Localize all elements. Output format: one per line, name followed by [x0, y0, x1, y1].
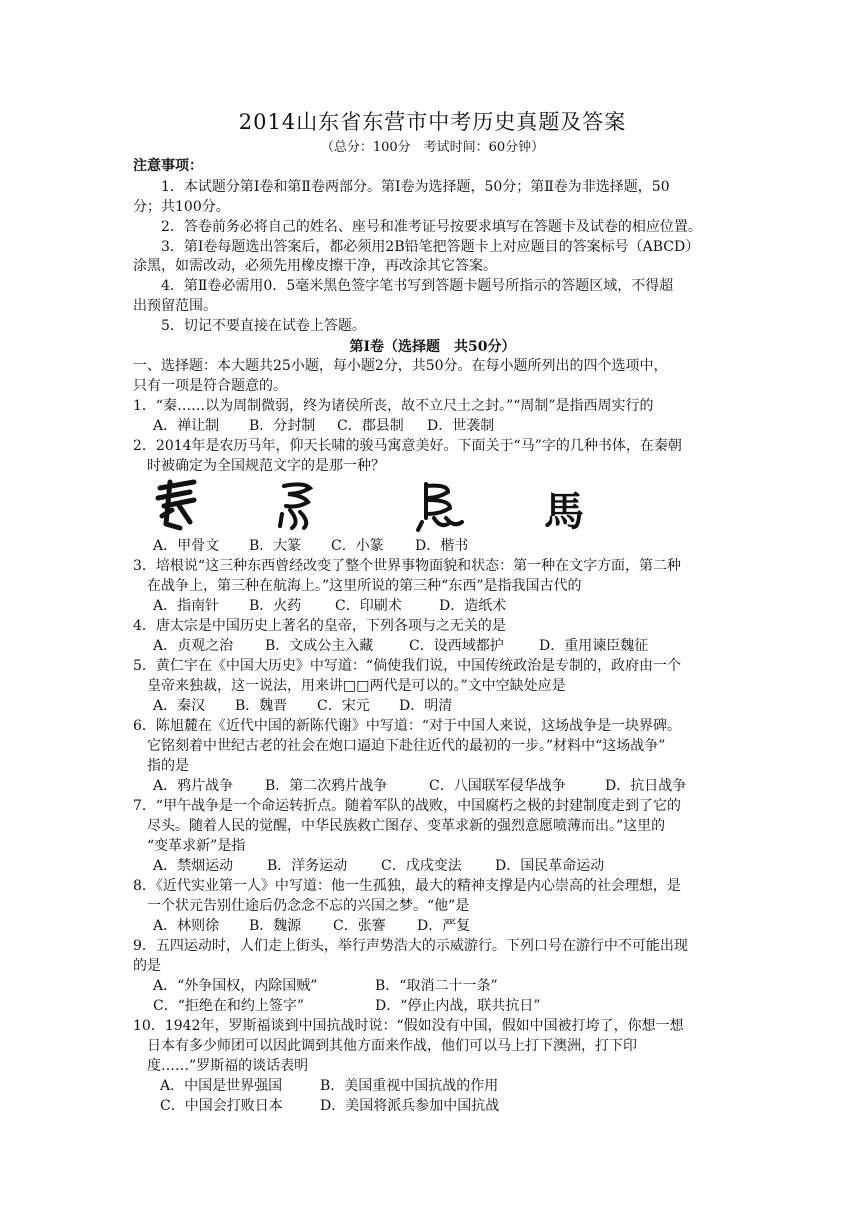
option-c: C．戊戌变法	[381, 858, 462, 874]
small-seal-horse-glyph	[414, 478, 472, 534]
question-3-options	[153, 596, 506, 616]
section-heading: 第Ⅰ卷（选择题 共50分）	[349, 339, 516, 355]
question-5-stem: 5．黄仁宇在《中国大历史》中写道：“倘使我们说，中国传统政治是专制的，政府由一个	[133, 658, 682, 674]
option-b: B．魏晋	[235, 698, 288, 714]
option-a: A．禁烟运动	[153, 858, 234, 874]
option-d: D．国民革命运动	[495, 858, 605, 874]
great-seal-horse-glyph	[270, 478, 326, 534]
option-b: B．洋务运动	[267, 858, 348, 874]
question-1-options	[153, 416, 494, 436]
option-c: C．“拒绝在和约上签字”	[153, 998, 305, 1014]
option-b: B．火药	[249, 598, 302, 614]
question-5-stem: 皇帝来独裁，这一说法，用来讲□□两代是可以的。”文中空缺处应是	[133, 678, 566, 694]
question-10-stem: 10．1942年，罗斯福谈到中国抗战时说：“假如没有中国，假如中国被打垮了，你想一想	[133, 1018, 684, 1034]
option-c: C．宋元	[317, 698, 370, 714]
section-intro: 一、选择题：本大题共25小题，每小题2分，共50分。在每小题所列出的四个选项中，	[133, 358, 668, 374]
question-5-options	[153, 696, 452, 716]
question-2-stem: 时被确定为全国规范文字的是那一种？	[133, 458, 385, 474]
page-subtitle: （总分：100分 考试时间：60分钟）	[320, 140, 545, 155]
oracle-bone-horse-glyph	[150, 476, 210, 534]
question-3-stem: 3．培根说“这三种东西曾经改变了整个世界事物面貌和状态：第一种在文字方面，第二种	[133, 558, 682, 574]
option-a: A．“外争国权，内除国贼”	[153, 978, 318, 994]
question-9-options-row-2	[153, 996, 541, 1016]
option-b: B．分封制	[249, 418, 316, 434]
option-d: D．重用谏臣魏征	[539, 638, 649, 654]
option-b: B．魏源	[249, 918, 302, 934]
option-b: B．文成公主入藏	[265, 638, 374, 654]
question-4-options	[153, 636, 648, 656]
question-3-stem: 在战争上，第三种在航海上。”这里所说的第三种“东西”是指我国古代的	[133, 578, 582, 594]
question-9-options-row-1	[153, 976, 498, 996]
question-7-options	[153, 856, 604, 876]
option-a: A．林则徐	[153, 918, 220, 934]
option-b: B．第二次鸦片战争	[265, 778, 388, 794]
notice-heading: 注意事项：	[133, 158, 203, 174]
question-7-stem: 尽头。随着人民的觉醒，中华民族救亡图存、变革求新的强烈意愿喷薄而出。”这里的	[133, 818, 666, 834]
question-9-stem: 的是	[133, 958, 161, 974]
option-c: C．设西域都护	[409, 638, 504, 654]
option-b: B．美国重视中国抗战的作用	[320, 1078, 499, 1094]
notice-line: 涂黑，如需改动，必须先用橡皮擦干净，再改涂其它答案。	[133, 258, 497, 274]
option-a: A．禅让制	[153, 418, 220, 434]
notice-line: 1．本试题分第Ⅰ卷和第Ⅱ卷两部分。第Ⅰ卷为选择题，50分；第Ⅱ卷为非选择题，50	[133, 179, 670, 195]
question-9-stem: 9．五四运动时，人们走上街头，举行声势浩大的示威游行。下列口号在游行中不可能出现	[133, 938, 688, 954]
option-c: C．印刷术	[335, 598, 402, 614]
option-a: A．鸦片战争	[153, 778, 234, 794]
question-7-stem: 7．“甲午战争是一个命运转折点。随着军队的战败，中国腐朽之极的封建制度走到了它的	[133, 798, 682, 814]
option-d: D．世袭制	[427, 418, 495, 434]
notice-line: 分；共100分。	[133, 199, 230, 215]
question-10-stem: 日本有多少师团可以因此调到其他方面来作战，他们可以马上打下澳洲，打下印	[133, 1038, 637, 1054]
option-d: D．明清	[399, 698, 453, 714]
option-c: C．张謇	[333, 918, 386, 934]
question-10-options-row-1	[160, 1076, 498, 1096]
option-c: C．小篆	[331, 538, 384, 554]
question-4-stem: 4．唐太宗是中国历史上著名的皇帝，下列各项与之无关的是	[133, 618, 506, 634]
option-d: D．严复	[417, 918, 471, 934]
option-b: B．大篆	[249, 538, 302, 554]
option-a: A．秦汉	[153, 698, 206, 714]
question-6-stem: 6．陈旭麓在《近代中国的新陈代谢》中写道：“对于中国人来说，这场战争是一块界碑。	[133, 718, 682, 734]
option-d: D．“停止内战，联共抗日”	[375, 998, 541, 1014]
question-6-stem: 指的是	[133, 758, 189, 774]
question-6-options	[153, 776, 686, 796]
option-a: A．甲骨文	[153, 538, 220, 554]
question-1-stem: 1．“秦……以为周制微弱，终为诸侯所丧，故不立尺土之封。”“周制”是指西周实行的	[133, 398, 654, 414]
option-c: C．中国会打败日本	[160, 1098, 283, 1114]
question-8-options	[153, 916, 470, 936]
option-d: D．楷书	[415, 538, 469, 554]
option-a: A．中国是世界强国	[160, 1078, 283, 1094]
question-2-stem: 2．2014年是农历马年，仰天长啸的骏马寓意美好。下面关于“马”字的几种书体，在秦朝	[133, 438, 682, 454]
question-6-stem: 它铭刻着中世纪古老的社会在炮口逼迫下赴往近代的最初的一步。”材料中“这场战争”	[133, 738, 666, 754]
option-d: D．造纸术	[439, 598, 507, 614]
question-8-stem: 8．《近代实业第一人》中写道：他一生孤独，最大的精神支撑是内心崇高的社会理想，是	[133, 878, 681, 894]
option-b: B．“取消二十一条”	[375, 978, 498, 994]
regular-script-horse-glyph: 馬	[544, 488, 584, 535]
option-a: A．贞观之治	[153, 638, 234, 654]
question-8-stem: 一个状元告别仕途后仍念念不忘的兴国之梦。“他”是	[133, 898, 470, 914]
question-2-options	[153, 536, 468, 556]
question-7-stem: “变革求新”是指	[133, 838, 246, 854]
section-intro: 只有一项是符合题意的。	[133, 378, 287, 394]
option-c: C．郡县制	[337, 418, 404, 434]
option-c: C．八国联军侵华战争	[429, 778, 566, 794]
notice-line: 4．第Ⅱ卷必需用0．5毫米黑色签字笔书写到答题卡题号所指示的答题区域，不得超	[133, 278, 674, 294]
question-10-stem: 度……”罗斯福的谈话表明	[133, 1058, 309, 1074]
notice-line: 5．切记不要直接在试卷上答题。	[133, 318, 366, 334]
notice-line: 出预留范围。	[133, 298, 217, 314]
notice-line: 3．第Ⅰ卷每题选出答案后，都必须用2B铅笔把答题卡上对应题目的答案标号（ABCD）	[133, 239, 700, 255]
option-a: A．指南针	[153, 598, 220, 614]
option-d: D．美国将派兵参加中国抗战	[320, 1098, 500, 1114]
option-d: D．抗日战争	[605, 778, 687, 794]
notice-line: 2．答卷前务必将自己的姓名、座号和准考证号按要求填写在答题卡及试卷的相应位置。	[133, 219, 702, 235]
page-title: 2014山东省东营市中考历史真题及答案	[238, 110, 627, 134]
question-10-options-row-2	[160, 1096, 499, 1116]
